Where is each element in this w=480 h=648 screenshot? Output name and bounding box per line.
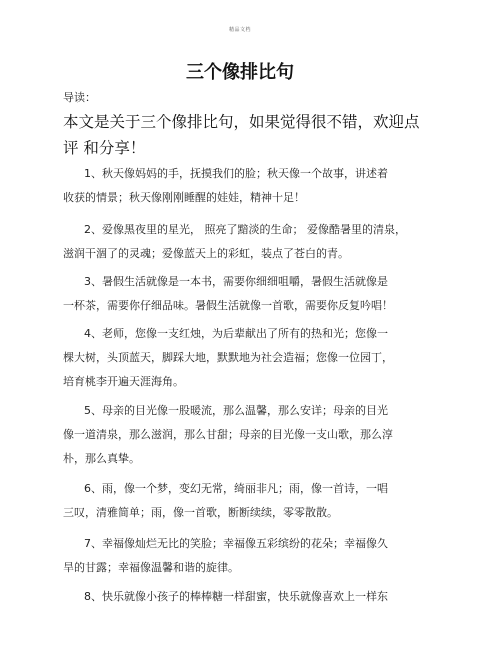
paragraph-line: 收获的情景；秋天像刚刚睡醒的娃娃，精神十足！ — [63, 191, 305, 204]
paragraph-line: 像一道清泉，那么滋润，那么甘甜；母亲的目光像一支山歌，那么淳 — [63, 428, 393, 441]
paragraph-8 — [63, 585, 411, 609]
page-title: 三个像排比句 — [186, 62, 294, 83]
paragraph-line: 培育桃李开遍天涯海角。 — [63, 375, 184, 388]
paragraph-5 — [63, 399, 411, 471]
paragraph-line: 朴，那么真挚。 — [63, 452, 140, 465]
paragraph-line: 2、爱像黑夜里的星光， 照亮了黯淡的生命； 爱像酷暑里的清泉， — [84, 223, 406, 236]
guide-label: 导读： — [63, 91, 96, 104]
paragraph-4 — [63, 322, 411, 394]
header-mark: 精品文档 — [228, 27, 251, 33]
paragraph-line: 一杯茶，需要你仔细品味。暑假生活就像一首歌，需要你反复吟唱！ — [63, 299, 393, 312]
paragraph-line: 4、老师，您像一支红烛，为后辈献出了所有的热和光；您像一 — [84, 327, 388, 340]
paragraph-line: 旱的甘露；幸福像温馨和谐的旋律。 — [63, 561, 239, 574]
paragraph-line: 6、雨，像一个梦，变幻无常，绮丽非凡；雨，像一首诗，一唱 — [84, 482, 388, 495]
paragraph-7 — [63, 532, 411, 580]
paragraph-line: 三叹，清雅简单；雨，像一首歌，断断续续，零零散散。 — [63, 506, 338, 519]
paragraph-3 — [63, 270, 411, 318]
paragraph-line: 棵大树，头顶蓝天，脚踩大地，默默地为社会造福；您像一位园丁， — [63, 351, 393, 364]
intro-line: 评 和分享！ — [63, 139, 146, 157]
paragraph-line: 7、幸福像灿烂无比的笑脸；幸福像五彩缤纷的花朵；幸福像久 — [84, 537, 388, 550]
paragraph-6 — [63, 477, 411, 525]
paragraph-line: 1、秋天像妈妈的手，抚摸我们的脸；秋天像一个故事，讲述着 — [84, 167, 388, 180]
paragraph-line: 8、快乐就像小孩子的棒棒糖一样甜蜜，快乐就像喜欢上一样东 — [84, 590, 388, 603]
intro-text — [63, 109, 420, 161]
paragraph-1 — [63, 162, 411, 210]
intro-line: 本文是关于三个像排比句，如果觉得很不错，欢迎点 — [63, 113, 420, 131]
paragraph-line: 滋润干涸了的灵魂；爱像蓝天上的彩虹，装点了苍白的青。 — [63, 247, 349, 260]
paragraph-line: 3、暑假生活就像是一本书，需要你细细咀嚼，暑假生活就像是 — [84, 275, 388, 288]
paragraph-2 — [63, 218, 411, 266]
paragraph-line: 5、母亲的目光像一股暖流，那么温馨，那么安详；母亲的目光 — [84, 404, 388, 417]
